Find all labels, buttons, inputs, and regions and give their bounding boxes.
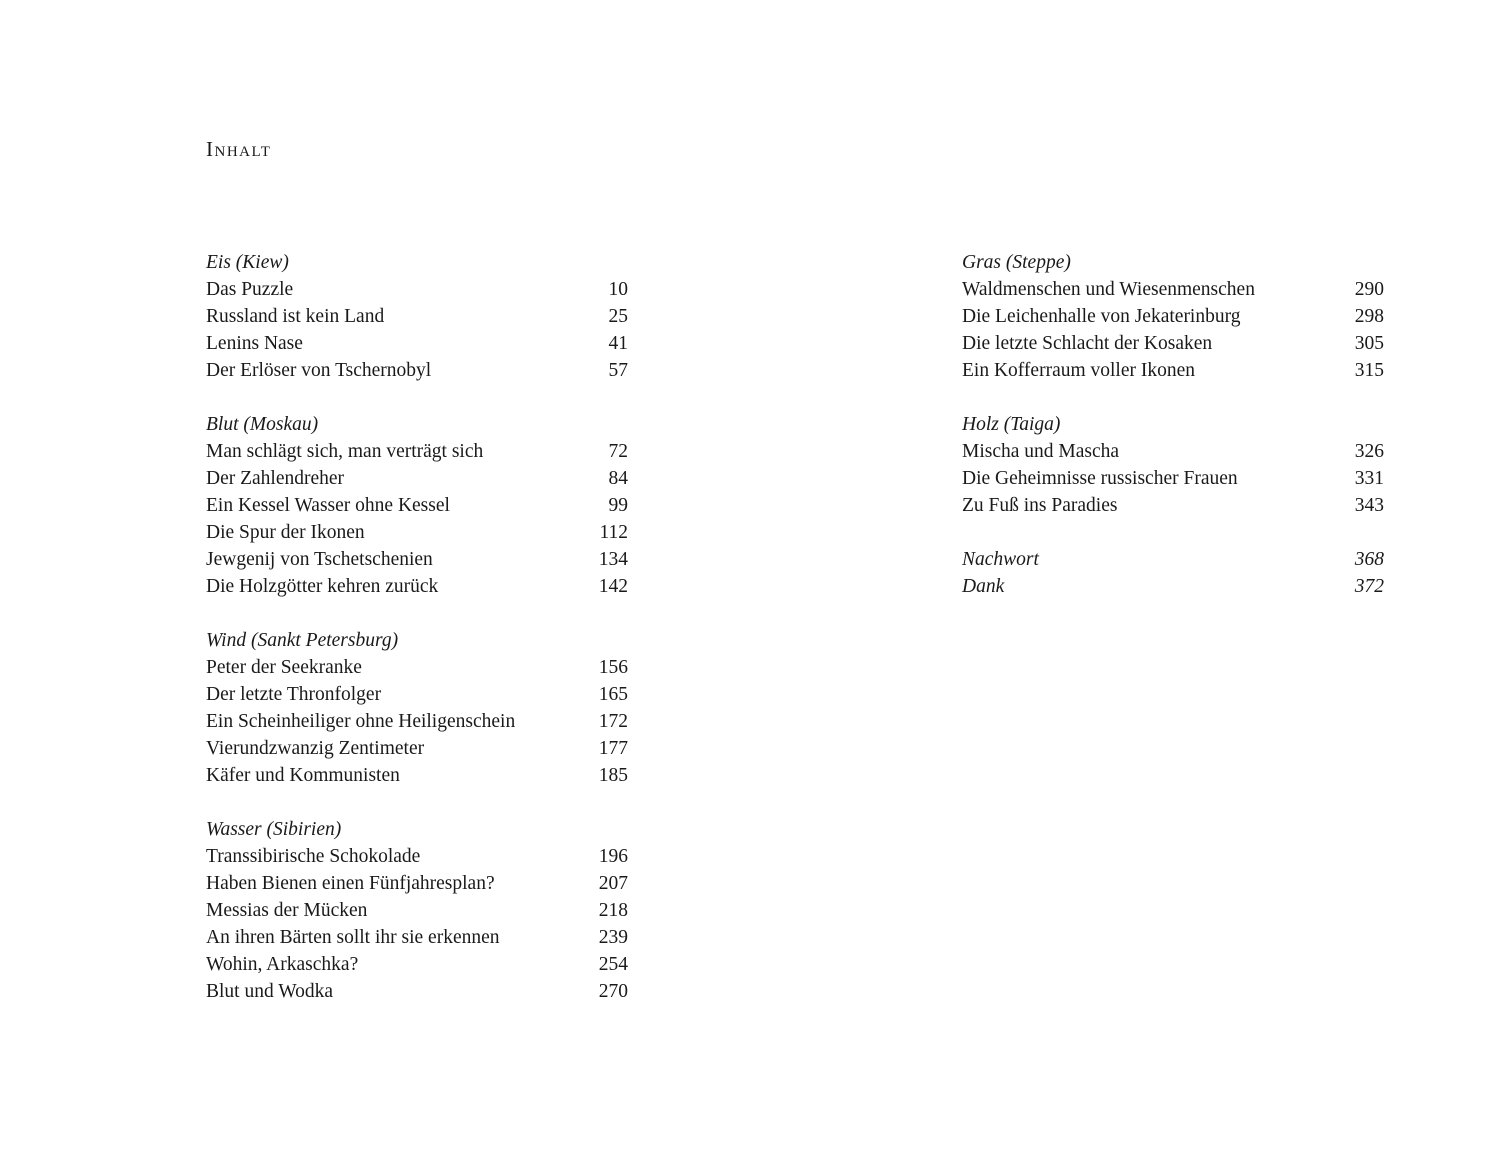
section-title: Holz (Taiga) <box>962 414 1061 435</box>
entry-page-number: 218 <box>598 900 628 921</box>
toc-entry[interactable] <box>962 303 1384 330</box>
entry-title: Mischa und Mascha <box>962 441 1120 462</box>
entry-title: Peter der Seekranke <box>206 657 362 678</box>
toc-entry[interactable] <box>206 546 628 573</box>
toc-entry[interactable] <box>962 276 1384 303</box>
entry-title: Käfer und Kommunisten <box>206 765 400 786</box>
entry-page-number: 25 <box>608 306 628 327</box>
entry-title: Man schlägt sich, man verträgt sich <box>206 441 484 462</box>
entry-title: Die Spur der Ikonen <box>206 522 365 543</box>
toc-entry[interactable] <box>206 924 628 951</box>
toc-entry[interactable] <box>206 573 628 600</box>
toc-entry[interactable] <box>206 357 628 384</box>
entry-page-number: 84 <box>608 468 628 489</box>
section-title: Wasser (Sibirien) <box>206 819 342 840</box>
entry-title: Messias der Mücken <box>206 900 368 921</box>
toc-entry[interactable] <box>206 762 628 789</box>
entry-title: Der Zahlendreher <box>206 468 345 489</box>
section-title: Blut (Moskau) <box>206 414 319 435</box>
entry-page-number: 290 <box>1354 279 1384 300</box>
entry-title: An ihren Bärten sollt ihr sie erkennen <box>206 927 500 948</box>
entry-title: Die Holzgötter kehren zurück <box>206 576 439 597</box>
entry-page-number: 326 <box>1354 441 1384 462</box>
entry-title: Nachwort <box>962 549 1039 570</box>
toc-entry[interactable] <box>206 276 628 303</box>
toc-section <box>962 249 1384 384</box>
entry-title: Zu Fuß ins Paradies <box>962 495 1118 516</box>
entry-title: Waldmenschen und Wiesenmenschen <box>962 279 1255 300</box>
section-title: Gras (Steppe) <box>962 252 1071 273</box>
toc-entry[interactable] <box>206 978 628 1005</box>
entry-title: Haben Bienen einen Fünfjahresplan? <box>206 873 495 894</box>
entry-title: Das Puzzle <box>206 279 294 300</box>
entry-title: Transsibirische Schokolade <box>206 846 421 867</box>
entry-page-number: 331 <box>1354 468 1384 489</box>
toc-entry[interactable] <box>206 465 628 492</box>
entry-page-number: 343 <box>1354 495 1384 516</box>
entry-page-number: 177 <box>598 738 628 759</box>
toc-entry[interactable] <box>206 735 628 762</box>
entry-page-number: 57 <box>608 360 628 381</box>
entry-page-number: 270 <box>598 981 628 1002</box>
toc-section <box>206 816 628 1005</box>
entry-title: Die letzte Schlacht der Kosaken <box>962 333 1213 354</box>
toc-entry-acknowledgements[interactable] <box>962 573 1384 600</box>
toc-back-matter <box>962 546 1384 600</box>
toc-entry[interactable] <box>206 303 628 330</box>
entry-title: Lenins Nase <box>206 333 303 354</box>
toc-section <box>962 411 1384 519</box>
toc-entry[interactable] <box>962 492 1384 519</box>
toc-entry[interactable] <box>962 357 1384 384</box>
entry-title: Die Leichenhalle von Jekaterinburg <box>962 306 1241 327</box>
entry-page-number: 41 <box>608 333 628 354</box>
toc-entry[interactable] <box>962 465 1384 492</box>
entry-page-number: 239 <box>598 927 628 948</box>
toc-entry[interactable] <box>206 897 628 924</box>
toc-left-column <box>206 249 628 1032</box>
entry-title: Vierundzwanzig Zentimeter <box>206 738 425 759</box>
toc-entry[interactable] <box>206 519 628 546</box>
entry-page-number: 368 <box>1354 549 1384 570</box>
toc-entry[interactable] <box>962 330 1384 357</box>
entry-title: Russland ist kein Land <box>206 306 385 327</box>
toc-entry[interactable] <box>206 708 628 735</box>
toc-entry[interactable] <box>206 492 628 519</box>
toc-entry-afterword[interactable] <box>962 546 1384 573</box>
entry-title: Ein Kofferraum voller Ikonen <box>962 360 1196 381</box>
entry-page-number: 298 <box>1354 306 1384 327</box>
entry-title: Blut und Wodka <box>206 981 333 1002</box>
entry-page-number: 372 <box>1354 576 1384 597</box>
entry-page-number: 99 <box>608 495 628 516</box>
entry-title: Wohin, Arkaschka? <box>206 954 359 975</box>
toc-entry[interactable] <box>206 330 628 357</box>
entry-title: Dank <box>962 576 1005 597</box>
entry-page-number: 156 <box>598 657 628 678</box>
entry-page-number: 142 <box>598 576 628 597</box>
toc-entry[interactable] <box>206 951 628 978</box>
entry-title: Der letzte Thronfolger <box>206 684 382 705</box>
toc-entry[interactable] <box>962 438 1384 465</box>
entry-page-number: 315 <box>1354 360 1384 381</box>
entry-page-number: 165 <box>598 684 628 705</box>
entry-page-number: 254 <box>598 954 628 975</box>
entry-page-number: 134 <box>598 549 628 570</box>
toc-right-column <box>962 249 1384 627</box>
entry-page-number: 207 <box>598 873 628 894</box>
section-title: Wind (Sankt Petersburg) <box>206 630 399 651</box>
entry-title: Die Geheimnisse russischer Frauen <box>962 468 1238 489</box>
toc-entry[interactable] <box>206 654 628 681</box>
entry-page-number: 112 <box>599 522 628 543</box>
entry-title: Ein Scheinheiliger ohne Heiligenschein <box>206 711 516 732</box>
entry-title: Ein Kessel Wasser ohne Kessel <box>206 495 450 516</box>
entry-title: Jewgenij von Tschetschenien <box>206 549 433 570</box>
entry-page-number: 305 <box>1354 333 1384 354</box>
toc-section <box>206 627 628 789</box>
toc-entry[interactable] <box>206 681 628 708</box>
toc-entry[interactable] <box>206 870 628 897</box>
toc-entry[interactable] <box>206 438 628 465</box>
toc-section <box>206 411 628 600</box>
entry-page-number: 185 <box>598 765 628 786</box>
entry-page-number: 72 <box>608 441 628 462</box>
section-title: Eis (Kiew) <box>206 252 289 273</box>
entry-page-number: 172 <box>598 711 628 732</box>
entry-page-number: 196 <box>598 846 628 867</box>
toc-heading: Inhalt <box>206 137 272 161</box>
toc-section <box>206 249 628 384</box>
toc-entry[interactable] <box>206 843 628 870</box>
entry-title: Der Erlöser von Tschernobyl <box>206 360 432 381</box>
entry-page-number: 10 <box>608 279 628 300</box>
